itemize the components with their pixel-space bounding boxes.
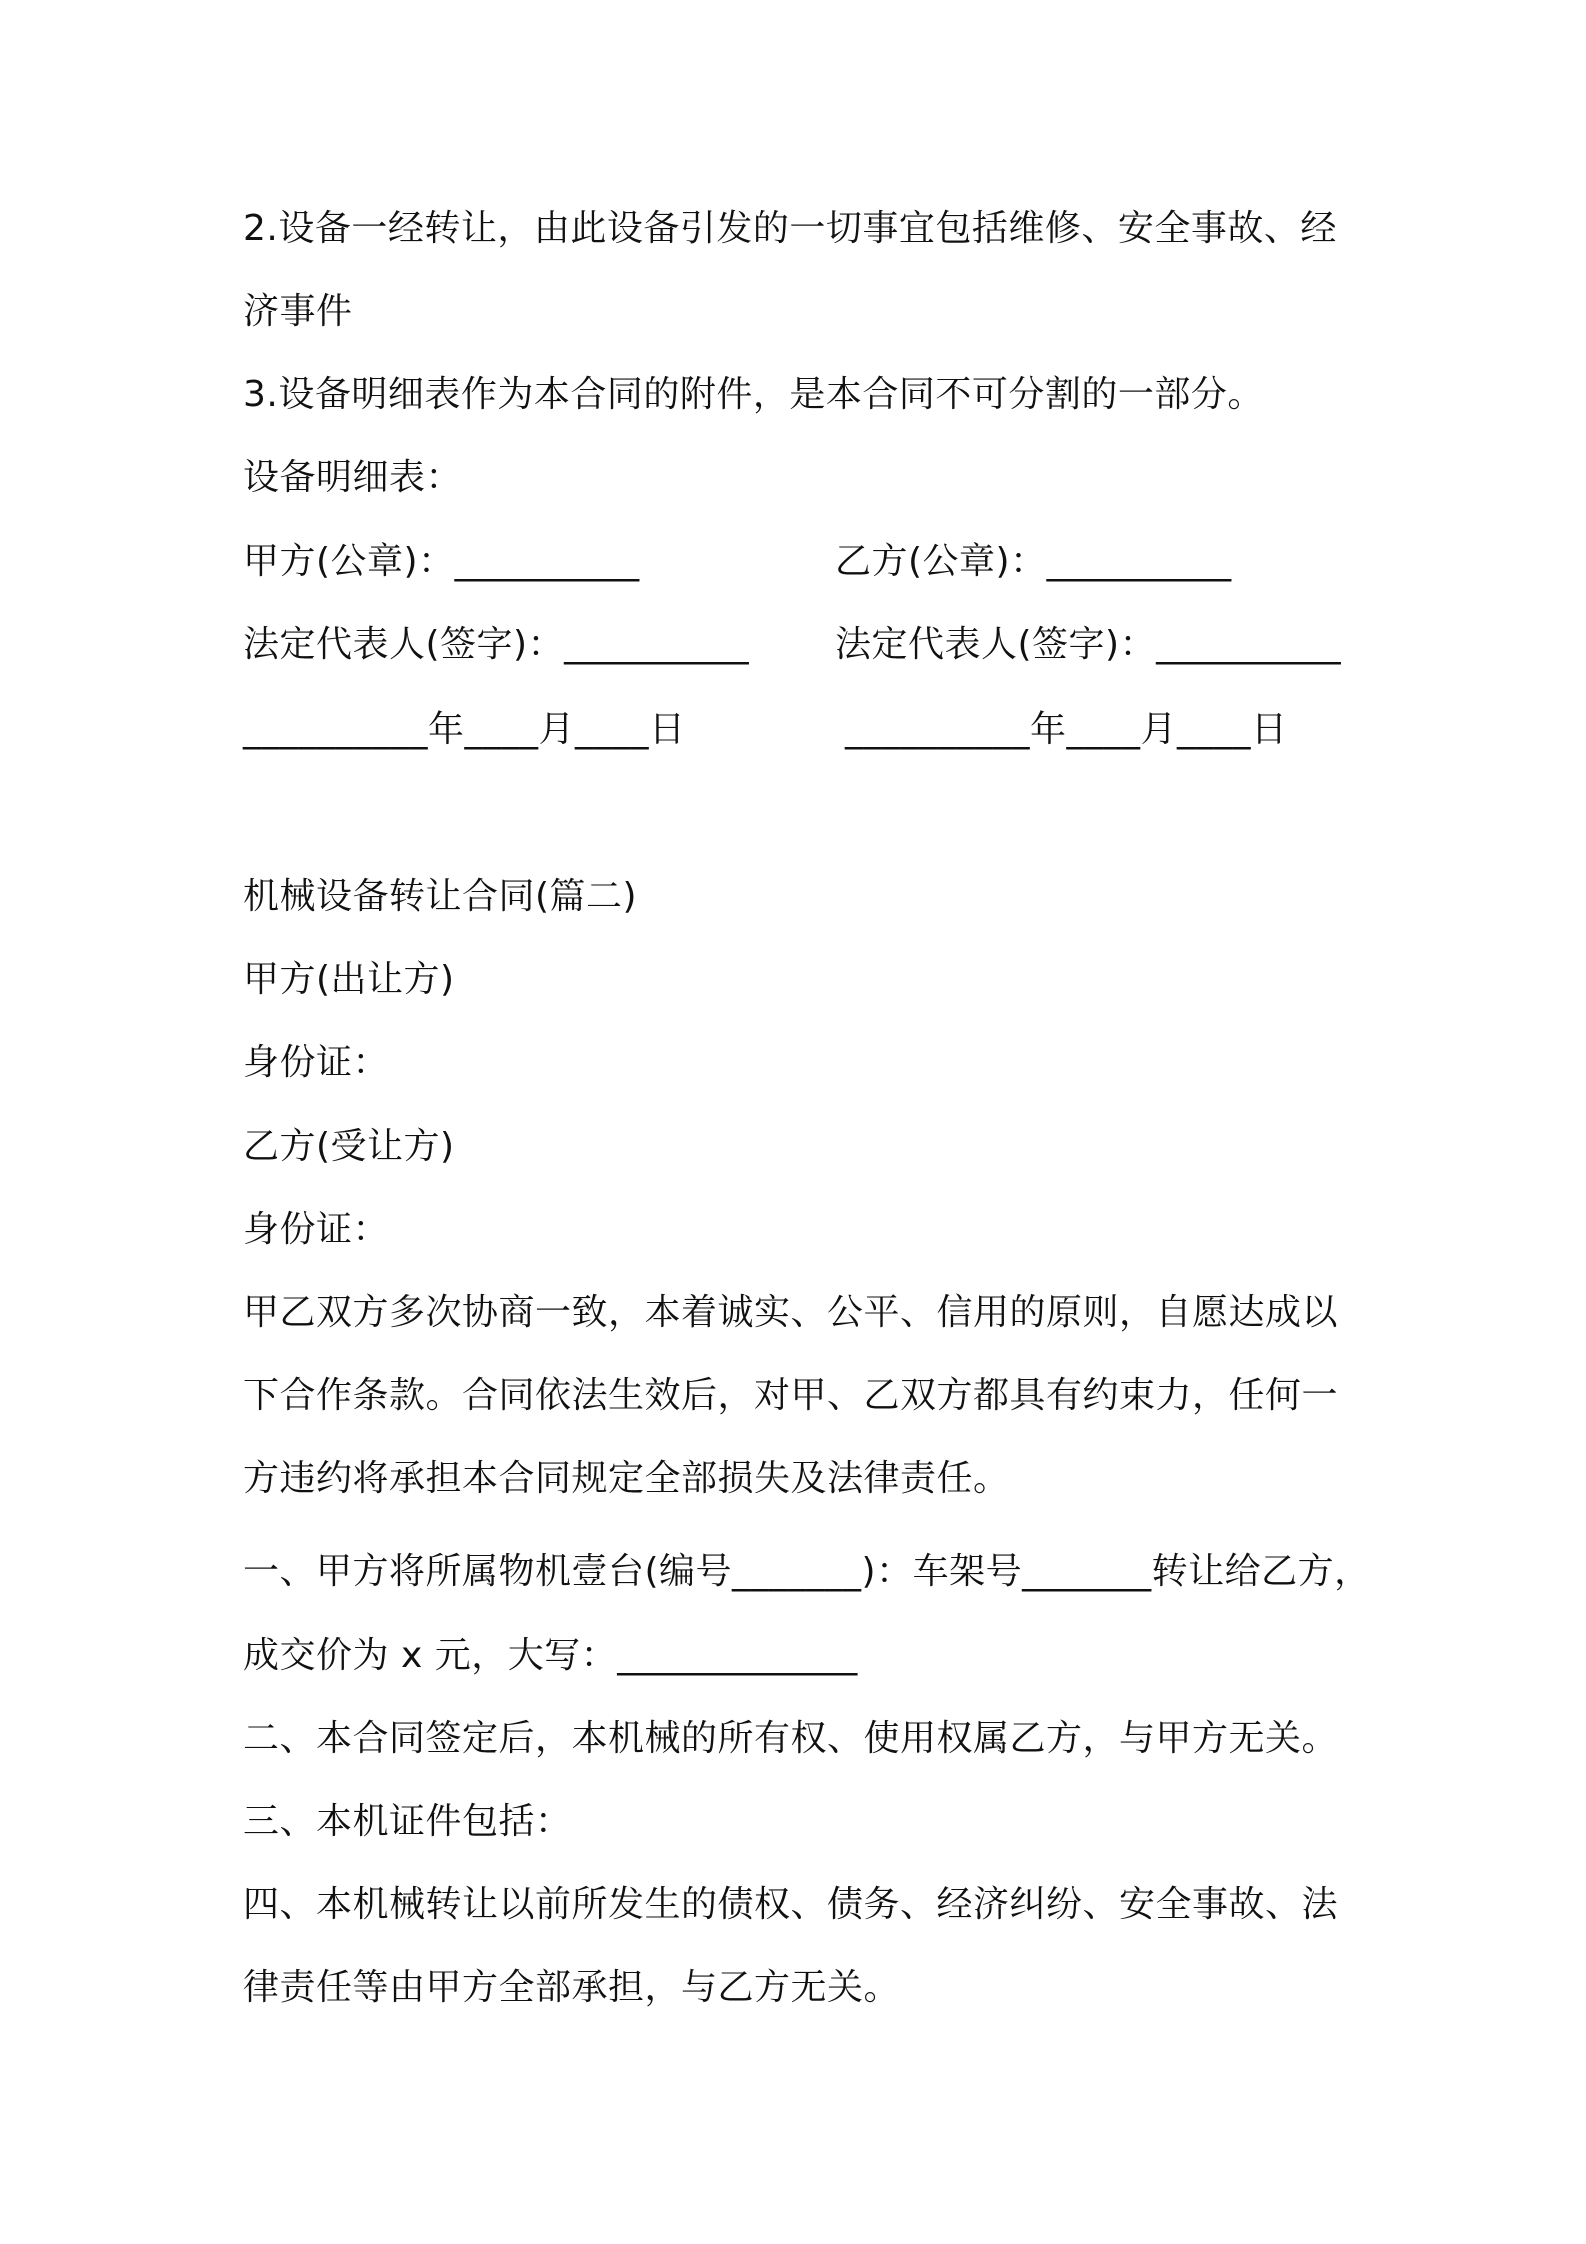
item-4-line-2: 律责任等由甲方全部承担，与乙方无关。 bbox=[243, 1967, 901, 2008]
party-a-date-field: __________年____月____日 bbox=[243, 709, 686, 750]
item-1-line-1: 一、甲方将所属物机壹台(编号_______)：车架号_______转让给乙方， bbox=[243, 1551, 1371, 1592]
party-b-seal-field: 乙方(公章)：__________ bbox=[835, 541, 1232, 582]
party-a-seal-field: 甲方(公章)：__________ bbox=[243, 541, 640, 582]
party-a-id-label: 身份证： bbox=[243, 1042, 390, 1083]
party-b-id-label: 身份证： bbox=[243, 1209, 390, 1250]
item-2: 二、本合同签定后，本机械的所有权、使用权属乙方，与甲方无关。 bbox=[243, 1718, 1339, 1759]
party-b-representative-field: 法定代表人(签字)：__________ bbox=[835, 624, 1342, 665]
item-4-line-1: 四、本机械转让以前所发生的债权、债务、经济纠纷、安全事故、法 bbox=[243, 1884, 1339, 1925]
party-b-date-field: __________年____月____日 bbox=[845, 709, 1288, 750]
party-a-representative-field: 法定代表人(签字)：__________ bbox=[243, 624, 750, 665]
party-a-label: 甲方(出让方) bbox=[243, 959, 455, 1000]
item-3: 三、本机证件包括： bbox=[243, 1801, 572, 1842]
equipment-list-label: 设备明细表： bbox=[243, 457, 463, 498]
section-title: 机械设备转让合同(篇二) bbox=[243, 876, 638, 917]
intro-line-3: 方违约将承担本合同规定全部损失及法律责任。 bbox=[243, 1458, 1010, 1499]
clause-3: 3.设备明细表作为本合同的附件，是本合同不可分割的一部分。 bbox=[243, 374, 1264, 415]
intro-line-2: 下合作条款。合同依法生效后，对甲、乙双方都具有约束力，任何一 bbox=[243, 1375, 1339, 1416]
party-b-label: 乙方(受让方) bbox=[243, 1126, 455, 1167]
item-1-line-2: 成交价为 x 元，大写：_____________ bbox=[243, 1635, 858, 1676]
intro-line-1: 甲乙双方多次协商一致，本着诚实、公平、信用的原则，自愿达成以 bbox=[243, 1292, 1339, 1333]
clause-2-line-2: 济事件 bbox=[243, 291, 353, 332]
clause-2-line-1: 2.设备一经转让，由此设备引发的一切事宜包括维修、安全事故、经 bbox=[243, 208, 1337, 249]
